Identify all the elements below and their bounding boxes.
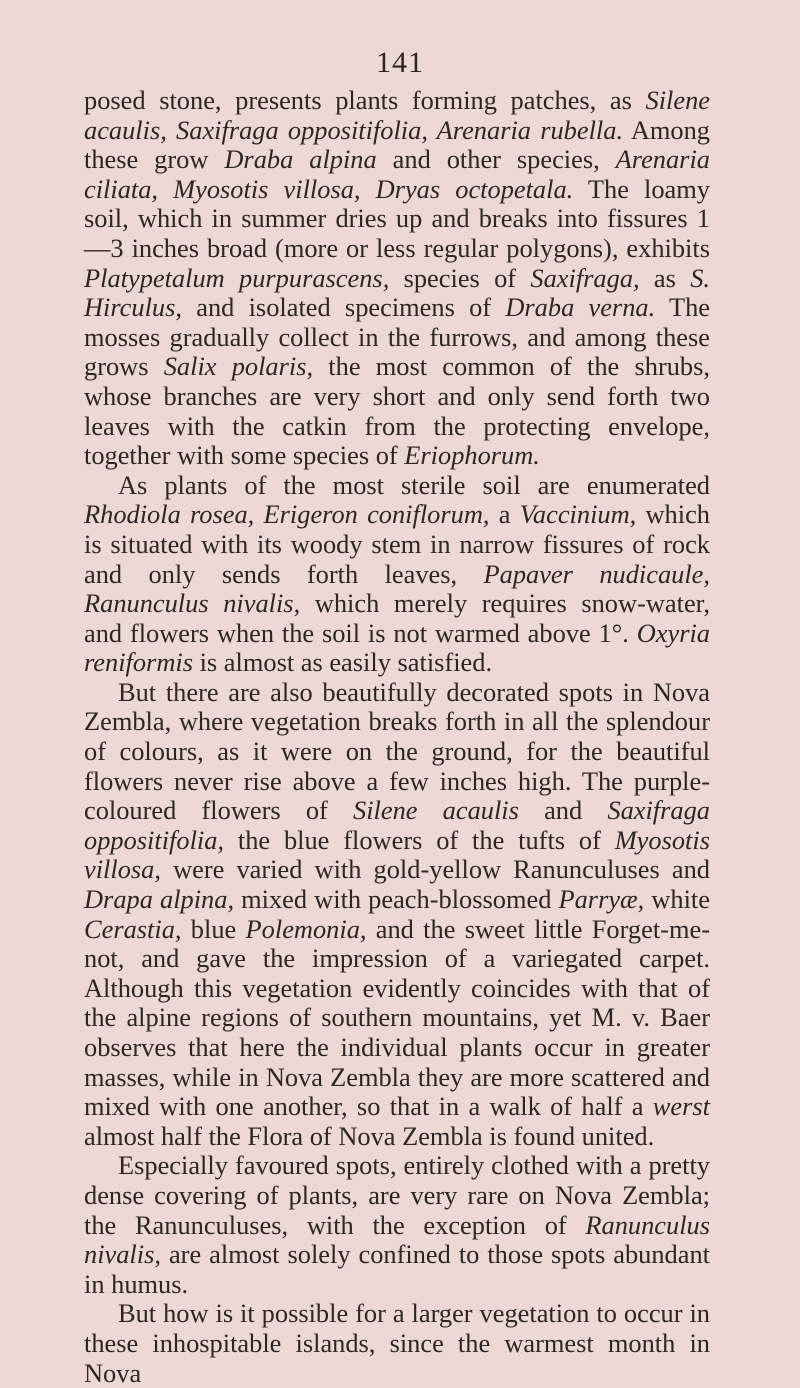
- italic-text: Oxyria reniformis: [84, 617, 710, 678]
- paragraph: [84, 471, 710, 678]
- text-run: posed stone, presents plants forming patches, as: [84, 85, 646, 115]
- text-run: species of: [389, 262, 531, 293]
- italic-text: Silene acaulis: [353, 795, 519, 826]
- paragraph: [84, 1299, 710, 1388]
- text-run: and: [518, 795, 608, 826]
- italic-text: Polemonia,: [245, 913, 367, 944]
- body-text: [84, 86, 710, 1388]
- italic-text: Eriophorum.: [404, 440, 540, 471]
- text-run: the blue flowers of the tufts of: [224, 824, 615, 855]
- italic-text: Parryæ,: [558, 884, 645, 915]
- italic-text: Vaccinium,: [519, 499, 637, 530]
- italic-text: Silene acaulis, Saxifraga oppositifolia, Arenaria rubella.: [84, 85, 710, 145]
- italic-text: Rhodiola rosea, Erigeron coniflorum,: [84, 499, 490, 530]
- text-run: But how is it possible for a larger vegetation to occur in these inhospitable islands, since the warmest month in Nova: [84, 1298, 710, 1388]
- text-run: as: [639, 262, 691, 293]
- italic-text: Drapa alpina,: [84, 884, 235, 915]
- italic-text: S. Hirculus,: [84, 262, 710, 323]
- italic-text: Myosotis villosa,: [84, 824, 710, 885]
- text-run: But there are also beautifully decorated spots in Nova Zembla, where vegetation breaks forth in all the splendour of colours, as it were on the ground, for the beautiful flowers never rise above a few inches high. The purple-coloured flowers of: [84, 676, 710, 826]
- text-run: were varied with gold-yellow Ranunculuses and: [160, 854, 710, 885]
- italic-text: Salix polaris,: [163, 351, 314, 382]
- text-run: As plants of the most sterile soil are enumerated: [118, 469, 710, 500]
- text-run: and other species,: [376, 144, 616, 175]
- text-run: which is situated with its woody stem in narrow fissures of rock and only sends forth leaves,: [84, 499, 710, 589]
- text-run: The loamy soil, which in summer dries up and breaks into fissures 1—3 inches broad (more or less regular polygons), exhibits: [84, 173, 710, 263]
- italic-text: Cerastia,: [84, 913, 182, 944]
- italic-text: Draba alpina: [224, 144, 377, 175]
- italic-text: Platypetalum purpurascens,: [84, 262, 390, 293]
- text-run: a: [489, 499, 520, 530]
- italic-text: Saxifraga,: [530, 262, 640, 293]
- text-run: are almost solely confined to those spots abundant in humus.: [84, 1239, 710, 1299]
- text-run: white: [644, 884, 710, 915]
- text-run: which merely requires snow-water, and flowers when the soil is not warmed above 1°.: [84, 588, 710, 648]
- text-run: The mosses gradually collect in the furrows, and among these grows: [84, 292, 711, 382]
- italic-text: Papaver nudicaule, Ranunculus nivalis,: [84, 558, 710, 619]
- text-run: almost half the Flora of Nova Zembla is found united.: [84, 1120, 655, 1151]
- italic-text: Saxifraga oppositifolia,: [84, 795, 710, 855]
- italic-text: Ranunculus nivalis,: [84, 1209, 710, 1270]
- text-run: Especially favoured spots, entirely clothed with a pretty dense covering of plants, are very rare on Nova Zembla; the Ranunculuses, with the exception of: [84, 1150, 710, 1240]
- text-run: mixed with peach-blossomed: [234, 884, 559, 915]
- text-run: Among these grow: [84, 114, 710, 175]
- paragraph: [84, 86, 710, 471]
- italic-text: Arenaria ciliata, Myosotis villosa, Dryas octopetala.: [84, 144, 710, 204]
- italic-text: Draba verna.: [505, 292, 656, 323]
- italic-text: werst: [652, 1091, 710, 1122]
- text-run: blue: [181, 913, 246, 944]
- paragraph: [84, 678, 710, 1152]
- text-run: and isolated specimens of: [182, 292, 506, 323]
- text-run: and the sweet little Forget-me-not, and gave the impression of a variegated carpet. Although this vegetation evidently coincides with that of the alpine regions of southern mountains, yet M. v. Baer observes that here the individual plants occur in greater masses, while in Nova Zembla they are more scattered and mixed with one another, so that in a walk of half a: [84, 913, 710, 1122]
- page-number: 141: [376, 46, 424, 79]
- text-run: is almost as easily satisfied.: [193, 647, 493, 678]
- text-run: the most common of the shrubs, whose branches are very short and only send forth two leaves with the catkin from the protecting envelope, together with some species of: [84, 351, 710, 471]
- paragraph: [84, 1151, 710, 1299]
